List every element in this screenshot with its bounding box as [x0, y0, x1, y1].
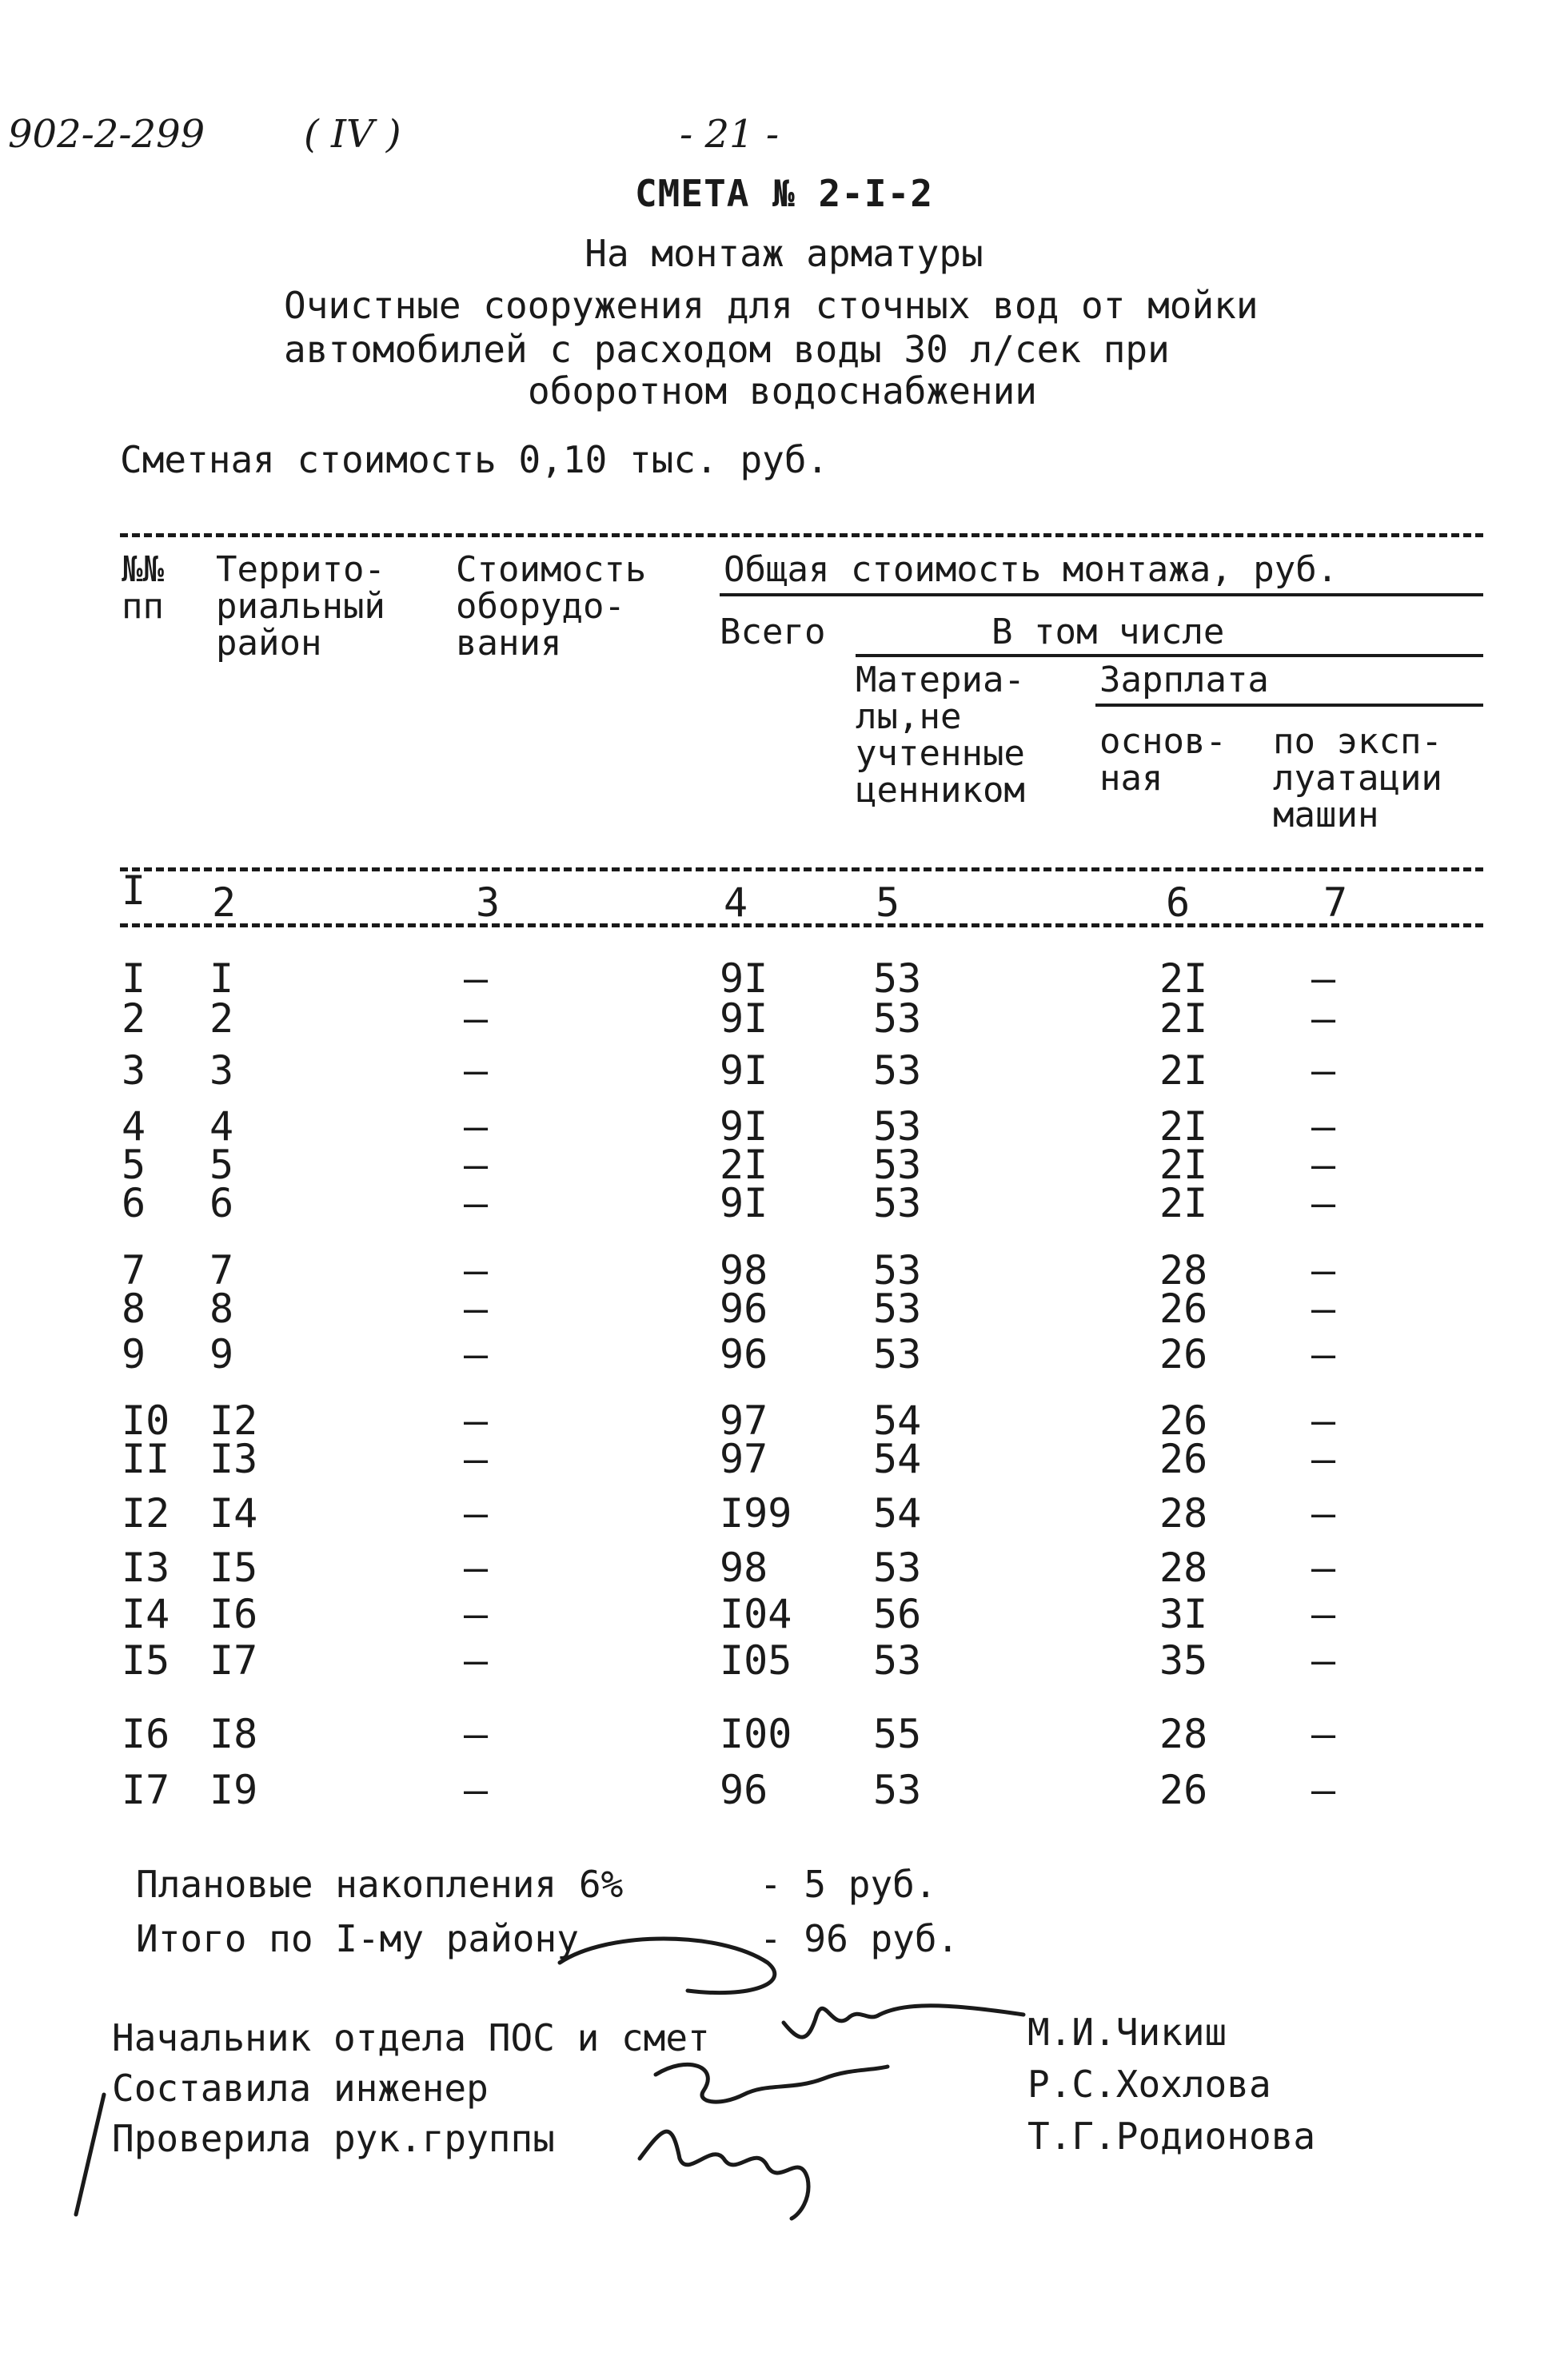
row-wages-machines: – — [1311, 1490, 1336, 1537]
row-total: 97 — [720, 1436, 768, 1482]
row-number: 4 — [122, 1103, 146, 1150]
table-top-rule — [120, 533, 1483, 537]
colnum-1: I — [122, 867, 146, 914]
row-materials: 53 — [873, 1286, 922, 1332]
row-equipment-cost: – — [463, 1103, 489, 1150]
row-materials: 53 — [873, 1142, 922, 1188]
header-col2: Террито- риальный район — [216, 549, 385, 664]
row-equipment-cost: – — [463, 955, 489, 1002]
row-district: I4 — [209, 1490, 258, 1537]
row-total: 2I — [720, 1142, 768, 1188]
district-total-value: - 96 руб. — [760, 1917, 960, 1960]
row-number: 2 — [122, 995, 146, 1042]
row-wages-machines: – — [1311, 1436, 1336, 1482]
row-wages-basic: 3I — [1159, 1591, 1208, 1637]
row-materials: 53 — [873, 1047, 922, 1094]
row-wages-basic: 2I — [1159, 955, 1208, 1002]
row-total: 9I — [720, 1047, 768, 1094]
row-wages-machines: – — [1311, 1142, 1336, 1188]
estimated-cost: Сметная стоимость 0,10 тыс. руб. — [120, 438, 829, 481]
row-equipment-cost: – — [463, 1247, 489, 1294]
row-total: 9I — [720, 1103, 768, 1150]
signature-name-1: М.И.Чикиш — [1027, 2011, 1227, 2054]
row-wages-machines: – — [1311, 1397, 1336, 1444]
header-basic: основ- ная — [1099, 721, 1227, 799]
row-number: I4 — [122, 1591, 170, 1637]
header-bottom-rule — [120, 867, 1483, 871]
header-total: Всего — [720, 612, 826, 652]
row-wages-machines: – — [1311, 1767, 1336, 1813]
row-total: I04 — [720, 1591, 792, 1637]
row-equipment-cost: – — [463, 1397, 489, 1444]
page-number: - 21 - — [680, 112, 780, 157]
row-wages-basic: 2I — [1159, 1142, 1208, 1188]
row-wages-basic: 35 — [1159, 1637, 1208, 1684]
row-number: 8 — [122, 1286, 146, 1332]
row-district: I8 — [209, 1711, 258, 1757]
row-wages-machines: – — [1311, 1637, 1336, 1684]
signature-role-3: Проверила рук.группы — [112, 2117, 555, 2160]
row-equipment-cost: – — [463, 1286, 489, 1332]
row-wages-machines: – — [1311, 1545, 1336, 1591]
row-number: 7 — [122, 1247, 146, 1294]
row-district: I2 — [209, 1397, 258, 1444]
colnum-7: 7 — [1323, 879, 1348, 926]
row-materials: 53 — [873, 1247, 922, 1294]
row-number: I2 — [122, 1490, 170, 1537]
row-number: 5 — [122, 1142, 146, 1188]
row-total: 96 — [720, 1767, 768, 1813]
handwritten-signatures — [0, 1903, 1568, 2238]
row-wages-basic: 28 — [1159, 1711, 1208, 1757]
row-total: I99 — [720, 1490, 792, 1537]
row-equipment-cost: – — [463, 1545, 489, 1591]
row-materials: 55 — [873, 1711, 922, 1757]
document-code: 902-2-299 — [8, 112, 205, 157]
row-total: 97 — [720, 1397, 768, 1444]
row-wages-machines: – — [1311, 1591, 1336, 1637]
row-materials: 53 — [873, 1331, 922, 1377]
object-line-3: оборотном водоснабжении — [528, 369, 1037, 413]
row-total: I00 — [720, 1711, 792, 1757]
row-materials: 53 — [873, 1637, 922, 1684]
row-materials: 53 — [873, 1180, 922, 1226]
row-number: 9 — [122, 1331, 146, 1377]
row-wages-basic: 26 — [1159, 1767, 1208, 1813]
row-wages-basic: 28 — [1159, 1247, 1208, 1294]
row-wages-machines: – — [1311, 1103, 1336, 1150]
signature-name-2: Р.С.Хохлова — [1027, 2063, 1271, 2106]
row-total: 96 — [720, 1331, 768, 1377]
row-district: 4 — [209, 1103, 234, 1150]
row-materials: 53 — [873, 1545, 922, 1591]
row-wages-basic: 2I — [1159, 1103, 1208, 1150]
row-wages-machines: – — [1311, 995, 1336, 1042]
row-wages-basic: 26 — [1159, 1286, 1208, 1332]
header-wages: Зарплата — [1099, 660, 1269, 700]
row-district: 2 — [209, 995, 234, 1042]
row-district: I5 — [209, 1545, 258, 1591]
estimate-title: СМЕТА № 2-I-2 — [634, 172, 934, 215]
row-total: 96 — [720, 1286, 768, 1332]
row-district: I9 — [209, 1767, 258, 1813]
object-line-1: Очистные сооружения для сточных вод от мойки — [284, 284, 1259, 327]
row-total: 9I — [720, 1180, 768, 1226]
row-number: I7 — [122, 1767, 170, 1813]
object-line-2: автомобилей с расходом воды 30 л/сек при — [284, 328, 1170, 371]
colnum-5: 5 — [876, 879, 900, 926]
row-wages-basic: 26 — [1159, 1436, 1208, 1482]
row-equipment-cost: – — [463, 1436, 489, 1482]
row-district: 5 — [209, 1142, 234, 1188]
row-wages-machines: – — [1311, 1180, 1336, 1226]
row-wages-basic: 2I — [1159, 1180, 1208, 1226]
row-district: 9 — [209, 1331, 234, 1377]
row-materials: 56 — [873, 1591, 922, 1637]
row-total: 98 — [720, 1247, 768, 1294]
row-number: 6 — [122, 1180, 146, 1226]
row-equipment-cost: – — [463, 1142, 489, 1188]
header-col3: Стоимость оборудо- вания — [456, 549, 647, 664]
row-materials: 54 — [873, 1397, 922, 1444]
row-wages-machines: – — [1311, 1047, 1336, 1094]
row-wages-basic: 26 — [1159, 1397, 1208, 1444]
colnum-4: 4 — [724, 879, 748, 926]
row-district: I6 — [209, 1591, 258, 1637]
row-wages-basic: 2I — [1159, 1047, 1208, 1094]
plan-accumulation-value: - 5 руб. — [760, 1863, 937, 1906]
row-total: 9I — [720, 995, 768, 1042]
row-total: I05 — [720, 1637, 792, 1684]
row-wages-machines: – — [1311, 1331, 1336, 1377]
row-wages-basic: 2I — [1159, 995, 1208, 1042]
header-incl: В том числе — [991, 612, 1225, 652]
row-wages-machines: – — [1311, 1247, 1336, 1294]
row-number: I6 — [122, 1711, 170, 1757]
colnum-2: 2 — [212, 879, 237, 926]
row-materials: 53 — [873, 1103, 922, 1150]
row-materials: 53 — [873, 955, 922, 1002]
row-district: I — [209, 955, 234, 1002]
row-number: II — [122, 1436, 170, 1482]
volume-mark: ( IV ) — [304, 112, 401, 157]
row-number: I5 — [122, 1637, 170, 1684]
row-equipment-cost: – — [463, 1490, 489, 1537]
row-wages-machines: – — [1311, 1286, 1336, 1332]
row-district: 6 — [209, 1180, 234, 1226]
row-district: 3 — [209, 1047, 234, 1094]
estimate-subtitle: На монтаж арматуры — [585, 232, 983, 275]
header-col1: №№ пп — [122, 549, 164, 627]
row-number: 3 — [122, 1047, 146, 1094]
row-equipment-cost: – — [463, 1637, 489, 1684]
signature-role-1: Начальник отдела ПОС и смет — [112, 2016, 710, 2059]
colnum-bottom-rule — [120, 923, 1483, 927]
row-number: I — [122, 955, 146, 1002]
row-wages-basic: 26 — [1159, 1331, 1208, 1377]
header-group: Общая стоимость монтажа, руб. — [724, 549, 1339, 590]
row-equipment-cost: – — [463, 1767, 489, 1813]
row-equipment-cost: – — [463, 1711, 489, 1757]
row-district: I7 — [209, 1637, 258, 1684]
colnum-6: 6 — [1166, 879, 1191, 926]
plan-accumulation-label: Плановые накопления 6% — [136, 1863, 624, 1906]
row-wages-basic: 28 — [1159, 1545, 1208, 1591]
header-incl-rule — [856, 654, 1483, 657]
row-district: I3 — [209, 1436, 258, 1482]
header-materials: Материа- лы,не учтенные ценником — [856, 660, 1025, 811]
colnum-3: 3 — [476, 879, 501, 926]
row-wages-machines: – — [1311, 955, 1336, 1002]
header-wages-rule — [1095, 704, 1483, 707]
row-materials: 53 — [873, 995, 922, 1042]
row-materials: 54 — [873, 1436, 922, 1482]
row-wages-basic: 28 — [1159, 1490, 1208, 1537]
header-group-rule — [720, 593, 1483, 596]
header-machines: по эксп- луатации машин — [1273, 721, 1442, 835]
row-total: 9I — [720, 955, 768, 1002]
row-equipment-cost: – — [463, 1047, 489, 1094]
row-wages-machines: – — [1311, 1711, 1336, 1757]
row-equipment-cost: – — [463, 1180, 489, 1226]
row-district: 8 — [209, 1286, 234, 1332]
signature-role-2: Составила инженер — [112, 2067, 489, 2110]
row-equipment-cost: – — [463, 1591, 489, 1637]
row-number: I3 — [122, 1545, 170, 1591]
district-total-label: Итого по I-му району — [136, 1917, 579, 1960]
row-total: 98 — [720, 1545, 768, 1591]
signature-name-3: Т.Г.Родионова — [1027, 2115, 1316, 2158]
row-equipment-cost: – — [463, 1331, 489, 1377]
row-equipment-cost: – — [463, 995, 489, 1042]
row-district: 7 — [209, 1247, 234, 1294]
row-materials: 54 — [873, 1490, 922, 1537]
row-materials: 53 — [873, 1767, 922, 1813]
row-number: I0 — [122, 1397, 170, 1444]
